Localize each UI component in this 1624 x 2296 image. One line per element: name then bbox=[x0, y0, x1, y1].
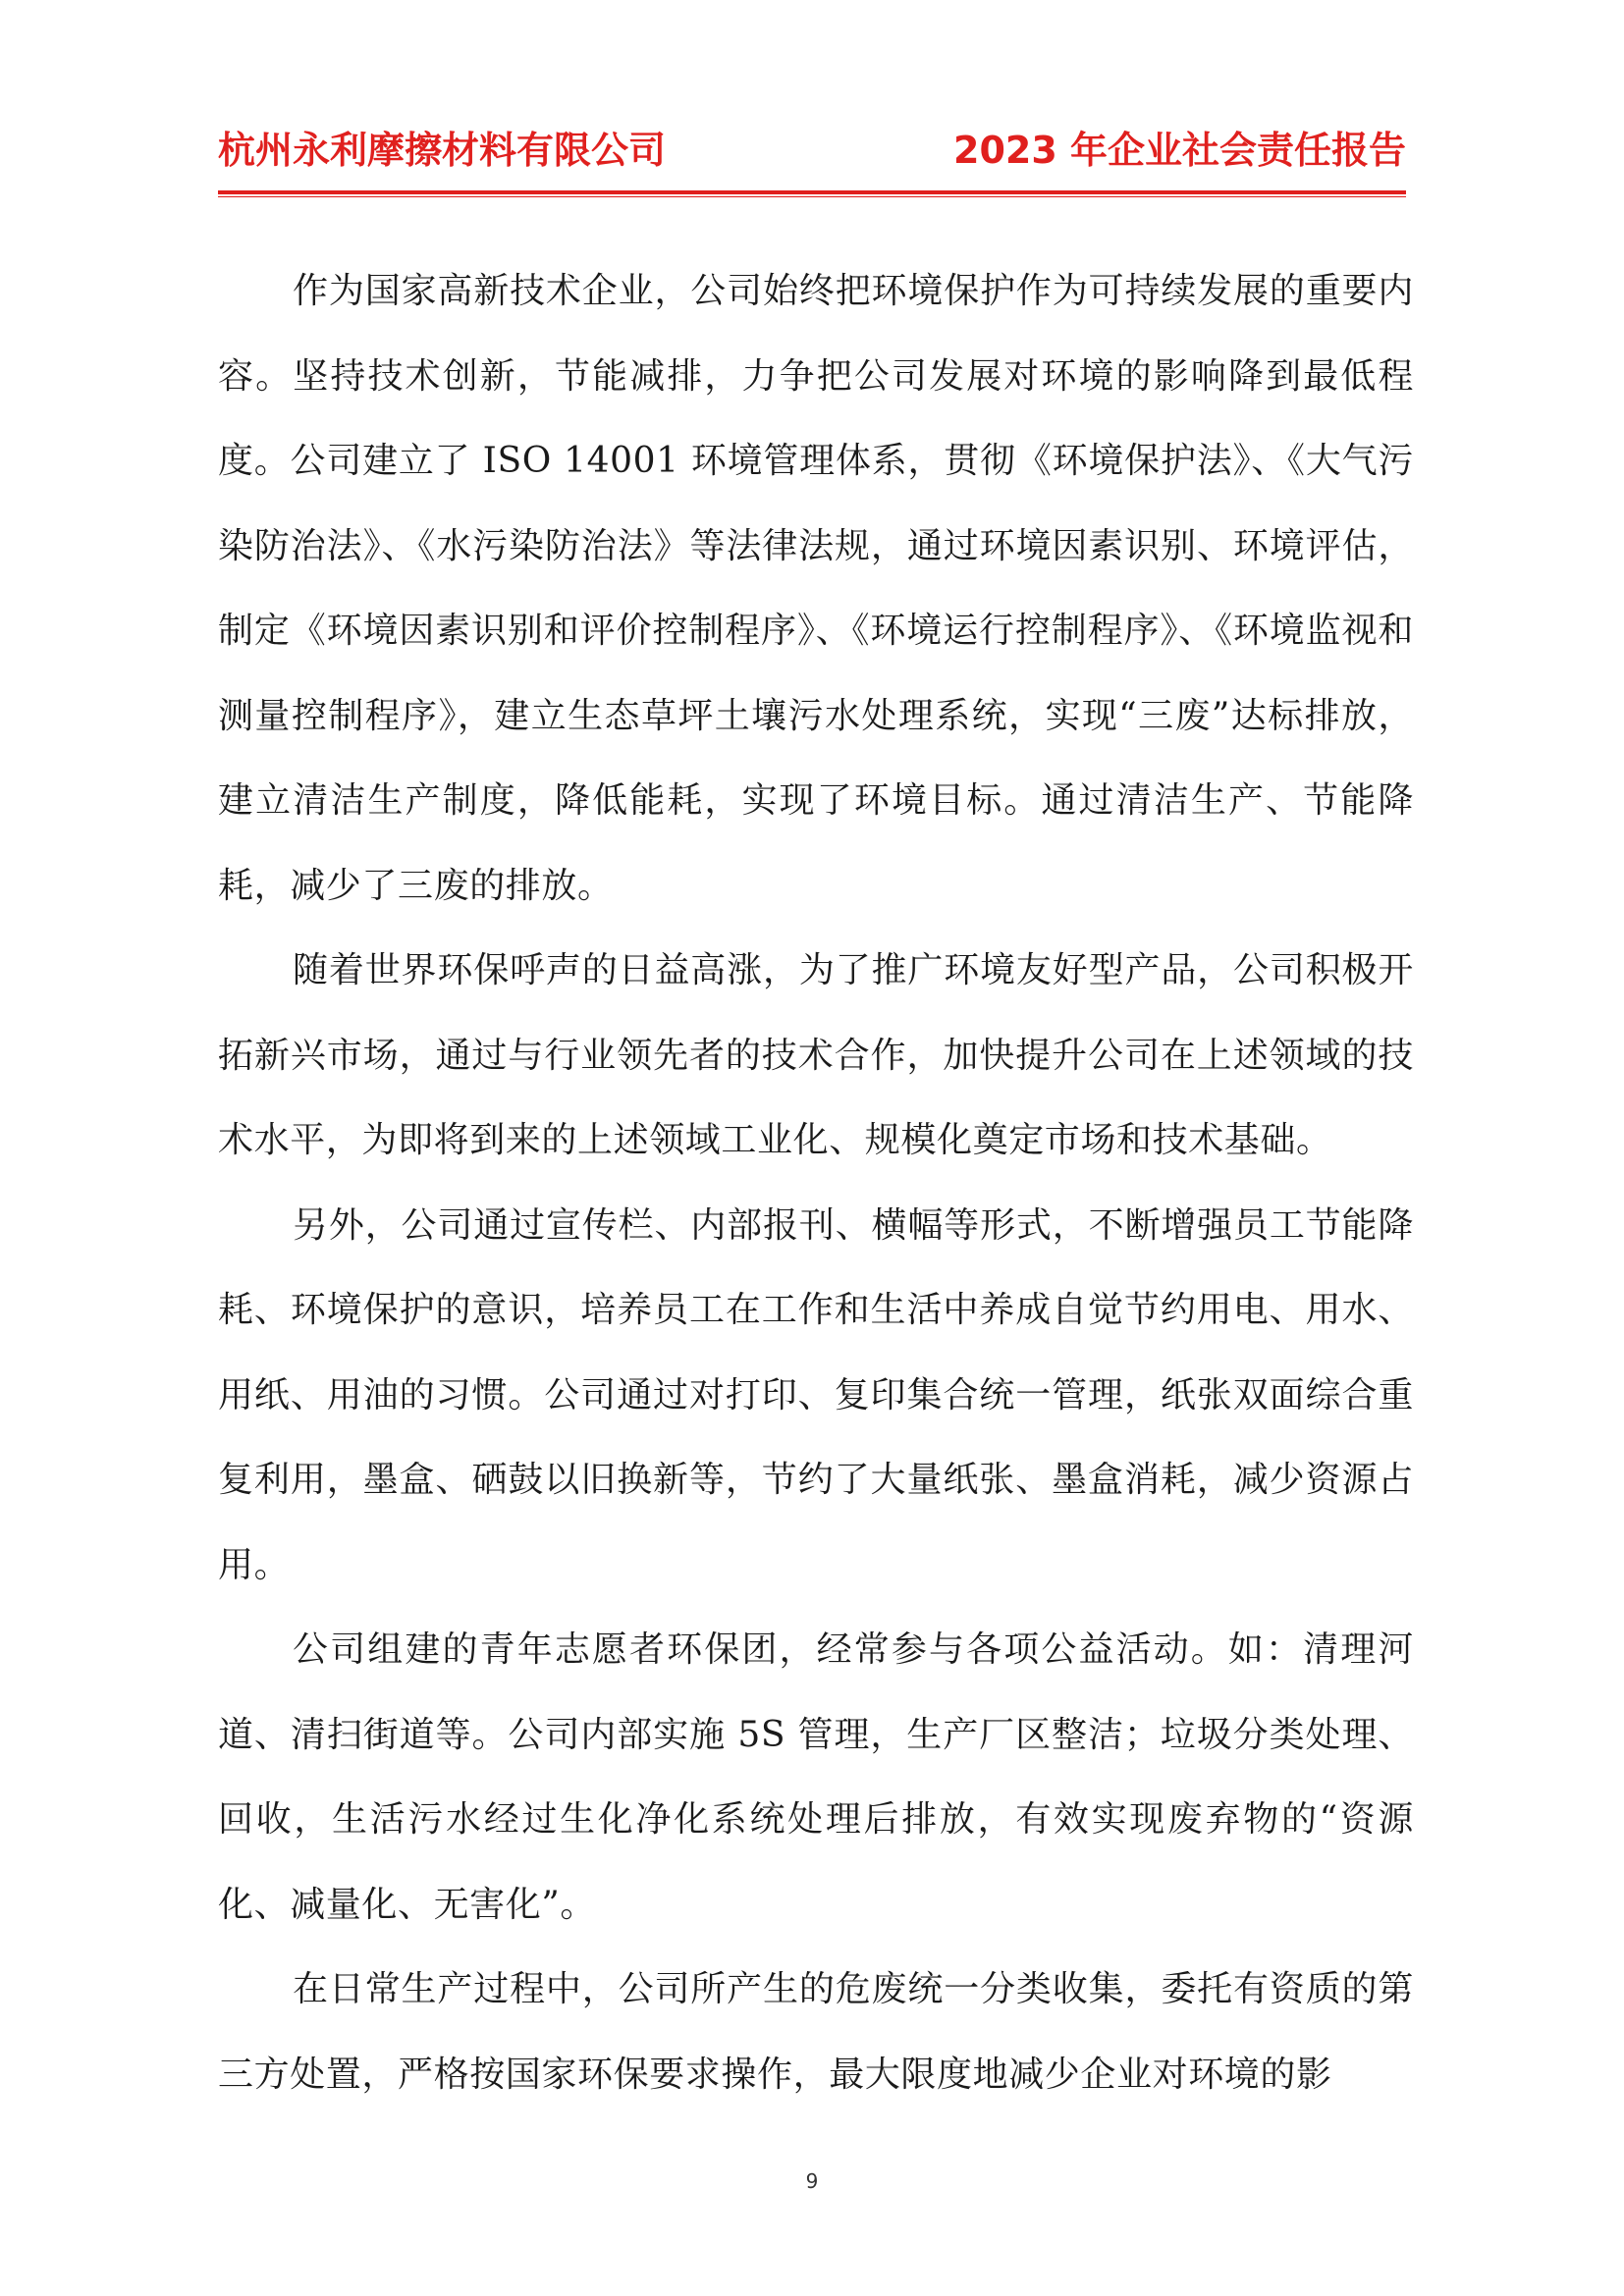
company-name: 杭州永利摩擦材料有限公司 bbox=[218, 129, 667, 172]
paragraph-environmental-protection: 作为国家高新技术企业，公司始终把环境保护作为可持续发展的重要内容。坚持技术创新，节能减排，力争把公司发展对环境的影响降到最低程度。公司建立了 ISO 14001 环境管理体系，贯彻《环境保护法》、《大气污染防治法》、《水污染防治法》等法律法规，通过环境因素识别、环境评估，制定《环境因素识别和评价控制程序》、《环境运行控制程序》、《环境监视和测量控制程序》，建立生态草坪土壤污水处理系统，实现“三废”达标排放，建立清洁生产制度，降低能耗，实现了环境目标。通过清洁生产、节能降耗，减少了三废的排放。 bbox=[218, 271, 1414, 906]
paragraph-energy-saving: 另外，公司通过宣传栏、内部报刊、横幅等形式，不断增强员工节能降耗、环境保护的意识，培养员工在工作和生活中养成自觉节约用电、用水、用纸、用油的习惯。公司通过对打印、复印集合统一管理，纸张双面综合重复利用，墨盒、硒鼓以旧换新等，节约了大量纸张、墨盒消耗，减少资源占用。 bbox=[218, 1204, 1414, 1585]
paragraph-volunteer-team: 公司组建的青年志愿者环保团，经常参与各项公益活动。如：清理河道、清扫街道等。公司内部实施 5S 管理，生产厂区整洁；垃圾分类处理、回收，生活污水经过生化净化系统处理后排放，有效实现废弃物的“资源化、减量化、无害化”。 bbox=[218, 1629, 1414, 1925]
paragraph-new-markets: 随着世界环保呼声的日益高涨，为了推广环境友好型产品，公司积极开拓新兴市场，通过与行业领先者的技术合作，加快提升公司在上述领域的技术水平，为即将到来的上述领域工业化、规模化奠定市场和技术基础。 bbox=[218, 950, 1414, 1160]
header-divider bbox=[218, 190, 1406, 197]
page-header bbox=[218, 120, 1406, 179]
paragraph-hazardous-waste: 在日常生产过程中，公司所产生的危废统一分类收集，委托有资质的第三方处置，严格按国家环保要求操作，最大限度地减少企业对环境的影 bbox=[218, 1969, 1414, 2095]
body-content bbox=[218, 249, 1414, 2117]
report-title: 2023 年企业社会责任报告 bbox=[953, 129, 1406, 172]
page-number: 9 bbox=[805, 2169, 819, 2193]
